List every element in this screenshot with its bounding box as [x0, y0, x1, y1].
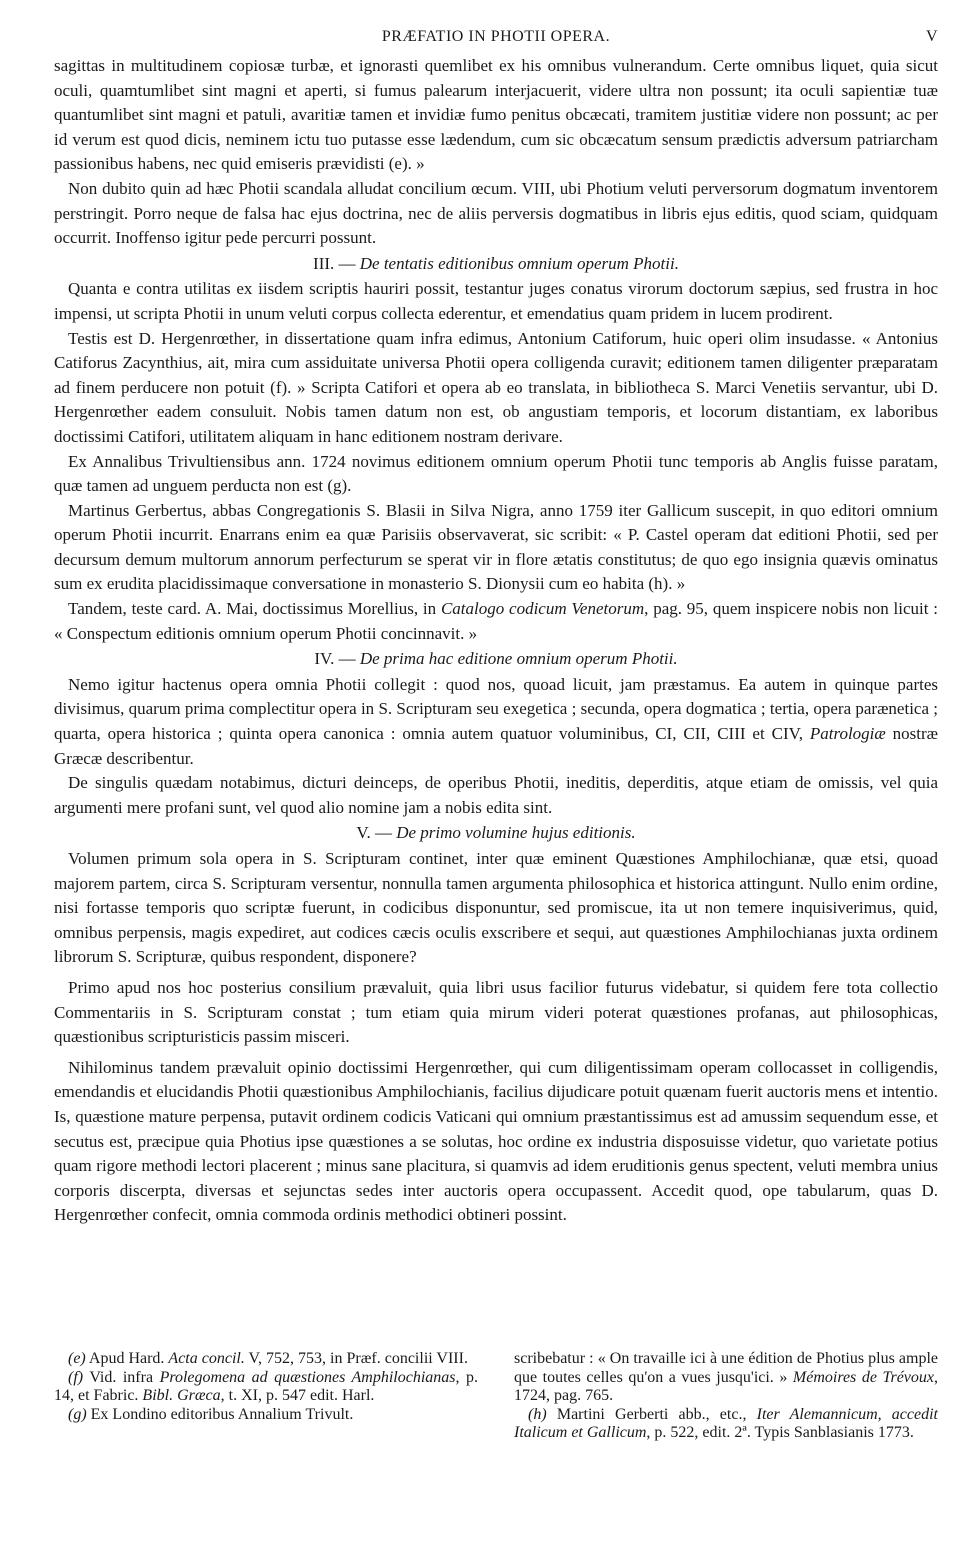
paragraph-martinus: Martinus Gerbertus, abbas Congregationis S. Blasii in Silva Nigra, anno 1759 iter Gallicum suscepit, in quo editori omnium operum Photii incurrit. Enarrans enim ea quæ Parisiis observaverat, sic scribit: « P. Castel operam dat editioni Photii, sed per decursum demum multorum annorum perfecturum se sperat vir in flore ætatis constitutus; de quo ego insignia quævis ominatus sum ex erudita placidissimaque conversatione in monasterio S. Dionysii cum eo habita (h). »	[54, 500, 938, 594]
footnotes-right-column	[514, 1350, 938, 1443]
main-text	[54, 54, 938, 1228]
paragraph-quanta: Quanta e contra utilitas ex iisdem scriptis hauriri possit, testantur juges conatus virorum doctorum sæpius, sed frustra in hoc impensi, ut scripta Photii in unum veluti corpus collecta ederentur, et emendatius quam pridem in lucem prodirent.	[54, 279, 938, 323]
section-heading-iii	[54, 252, 938, 277]
footnotes	[54, 1350, 938, 1443]
section-title: De primo volumine hujus editionis.	[396, 823, 636, 843]
paragraph-primo: Primo apud nos hoc posterius consilium prævaluit, quia libri usus facilior futurus videbatur, si quidem fere tota collectio Commentariis in S. Scripturam constat ; tum etiam quia mirum videri poterat quæstiones profanas, aut philosophicas, quæstionibus scripturisticis passim misceri.	[54, 977, 938, 1047]
header-title: PRÆFATIO IN PHOTII OPERA.	[381, 28, 611, 45]
paragraph-testis: Testis est D. Hergenrœther, in dissertatione quam infra edimus, Antonium Catiforum, huic operi olim insudasse. « Antonius Catiforus Zacynthius, ait, mira cum assiduitate universa Photii opera colligenda curavit; editionem tamen diligenter præparatam ad finem perducere non potuit (f). » Scripta Catifori et opera ab eo translata, in bibliotheca S. Marci Venetiis servantur, ubi D. Hergenrœther eadem consuluit. Nobis tamen datum non est, ob angustiam temporis, et locorum distantiam, ex laboribus doctissimi Catifori, utilitatem aliquam in hanc editionem nostram derivare.	[54, 328, 938, 446]
paragraph-nemo: Nemo igitur hactenus opera omnia Photii collegit : quod nos, quoad licuit, jam præstamus. Ea autem in quinque partes divisimus, quarum prima complectitur opera in S. Scripturam seu exegetica ; secunda, opera dogmatica ; tertia, opera parænetica ; quarta, opera historica ; quinta opera canonica : omnia autem quatuor voluminibus, CI, CII, CIII et CIV, Patrologiæ nostræ Græcæ describentur.	[54, 674, 938, 768]
paragraph-volumen: Volumen primum sola opera in S. Scripturam continet, inter quæ eminent Quæstiones Amphilochianæ, quæ etsi, quoad majorem partem, circa S. Scripturam versentur, nonnulla tamen argumenta philosophica et historica attingunt. Nullo enim ordine, nisi fortasse temporis quo scriptæ fuerunt, in codicibus disponuntur, sed promiscue, ita ut non temere inquisiverimus, quid, omnibus perpensis, magis expediret, aut codices cæcis oculis exscribere et sequi, aut quæstiones Amphilochianas juxta ordinem librorum S. Scripturæ, quibus respondent, disponere?	[54, 849, 938, 967]
footnote-g-continued: scribebatur : « On travaille ici à une édition de Photius plus ample que toutes celles qu'on a vues jusqu'ici. » Mémoires de Trévoux, 1724, pag. 765.	[514, 1350, 938, 1404]
section-title: De prima hac editione omnium operum Photii.	[359, 649, 678, 669]
footnote-g: (g) Ex Londino editoribus Annalium Trivult.	[68, 1405, 354, 1423]
paragraph-sagittas: sagittas in multitudinem copiosæ turbæ, et ignorasti quemlibet ex his omnibus vulnerandum. Certe omnibus liquet, quia sicut oculi, quamtumlibet sint magni et aperti, si fumus palearum interjacuerit, videre ultra non possunt; ita oculi sapientiæ tuæ quantumlibet sint magni et patuli, avaritiæ tamen et invidiæ fumo penitus obcæcati, tramitem justitiæ videre non possunt; ac per id verum est quod dicis, neminem ictu tuo putasse esse lædendum, cum sic obcæcatum sensum prædictis adversum patriarcham passionibus habens, nec quid emiseris prævidisti (e). »	[54, 56, 938, 174]
footnotes-left-column	[54, 1350, 478, 1443]
section-title: De tentatis editionibus omnium operum Photii.	[359, 253, 679, 273]
section-number: IV. —	[314, 649, 356, 669]
section-heading-iv	[54, 647, 938, 672]
paragraph-annalibus: Ex Annalibus Trivultiensibus ann. 1724 novimus editionem omnium operum Photii tunc temporis ab Anglis fuisse paratam, quæ tamen ad unguem perducta non est (g).	[54, 451, 938, 496]
section-number: III. —	[313, 253, 356, 273]
section-heading-v	[54, 821, 938, 846]
paragraph-tandem: Tandem, teste card. A. Mai, doctissimus Morellius, in Catalogo codicum Venetorum, pag. 95, quem inspicere nobis non licuit : « Conspectum editionis omnium operum Photii concinnavit. »	[54, 599, 938, 643]
paragraph-non-dubito: Non dubito quin ad hæc Photii scandala alludat concilium œcum. VIII, ubi Photium veluti perversorum dogmatum inventorem perstringit. Porro neque de falsa hac ejus doctrina, nec de aliis perversis dogmatibus in libris ejus editis, quod sciam, quidquam occurrit. Inoffenso igitur pede percurri possunt.	[54, 178, 938, 248]
paragraph-de-singulis: De singulis quædam notabimus, dicturi deinceps, de operibus Photii, ineditis, deperditis, atque etiam de omissis, vel quia argumenti mere profani sunt, vel quod alio nomine jam a nobis edita sint.	[54, 773, 938, 817]
page-number: V	[925, 28, 938, 45]
section-number: V. —	[356, 823, 392, 843]
page	[54, 28, 938, 1441]
footnote-h: (h) Martini Gerberti abb., etc., Iter Alemannicum, accedit Italicum et Gallicum, p. 522, edit. 2ª. Typis Sanblasianis 1773.	[514, 1405, 938, 1441]
footnote-f: (f) Vid. infra Prolegomena ad quæstiones Amphilochianas, p. 14, et Fabric. Bibl. Græca, t. XI, p. 547 edit. Harl.	[54, 1368, 478, 1404]
running-header	[54, 28, 938, 54]
paragraph-nihilominus: Nihilominus tandem prævaluit opinio doctissimi Hergenrœther, qui cum diligentissimam operam collocasset in colligendis, emendandis et elucidandis Photii quæstionibus Amphilochianis, facilius dijudicare potuit quænam fuerit auctoris mens et intentio. Is, quæstione mature perpensa, putavit ordinem codicis Vaticani qui omnium præstantissimus est ad amussim sequendum esse, et secutus est, præcipue quia Photius ipse quæstiones a se solutas, hoc ordine ex industria disposuisse videtur, quo varietate potius quam rigore methodi lectori placerent ; minus sane placitura, si quamvis ad idem eruditionis genus spectent, veluti membra unius corporis discerpta, diversas et sejunctas sedes inter auctoris opera occupassent. Accedit quod, ope tabularum, quas D. Hergenrœther confecit, omnia commoda ordinis methodici obtineri possint.	[54, 1057, 938, 1225]
footnote-e: (e) Apud Hard. Acta concil. V, 752, 753, in Præf. concilii VIII.	[68, 1350, 468, 1367]
